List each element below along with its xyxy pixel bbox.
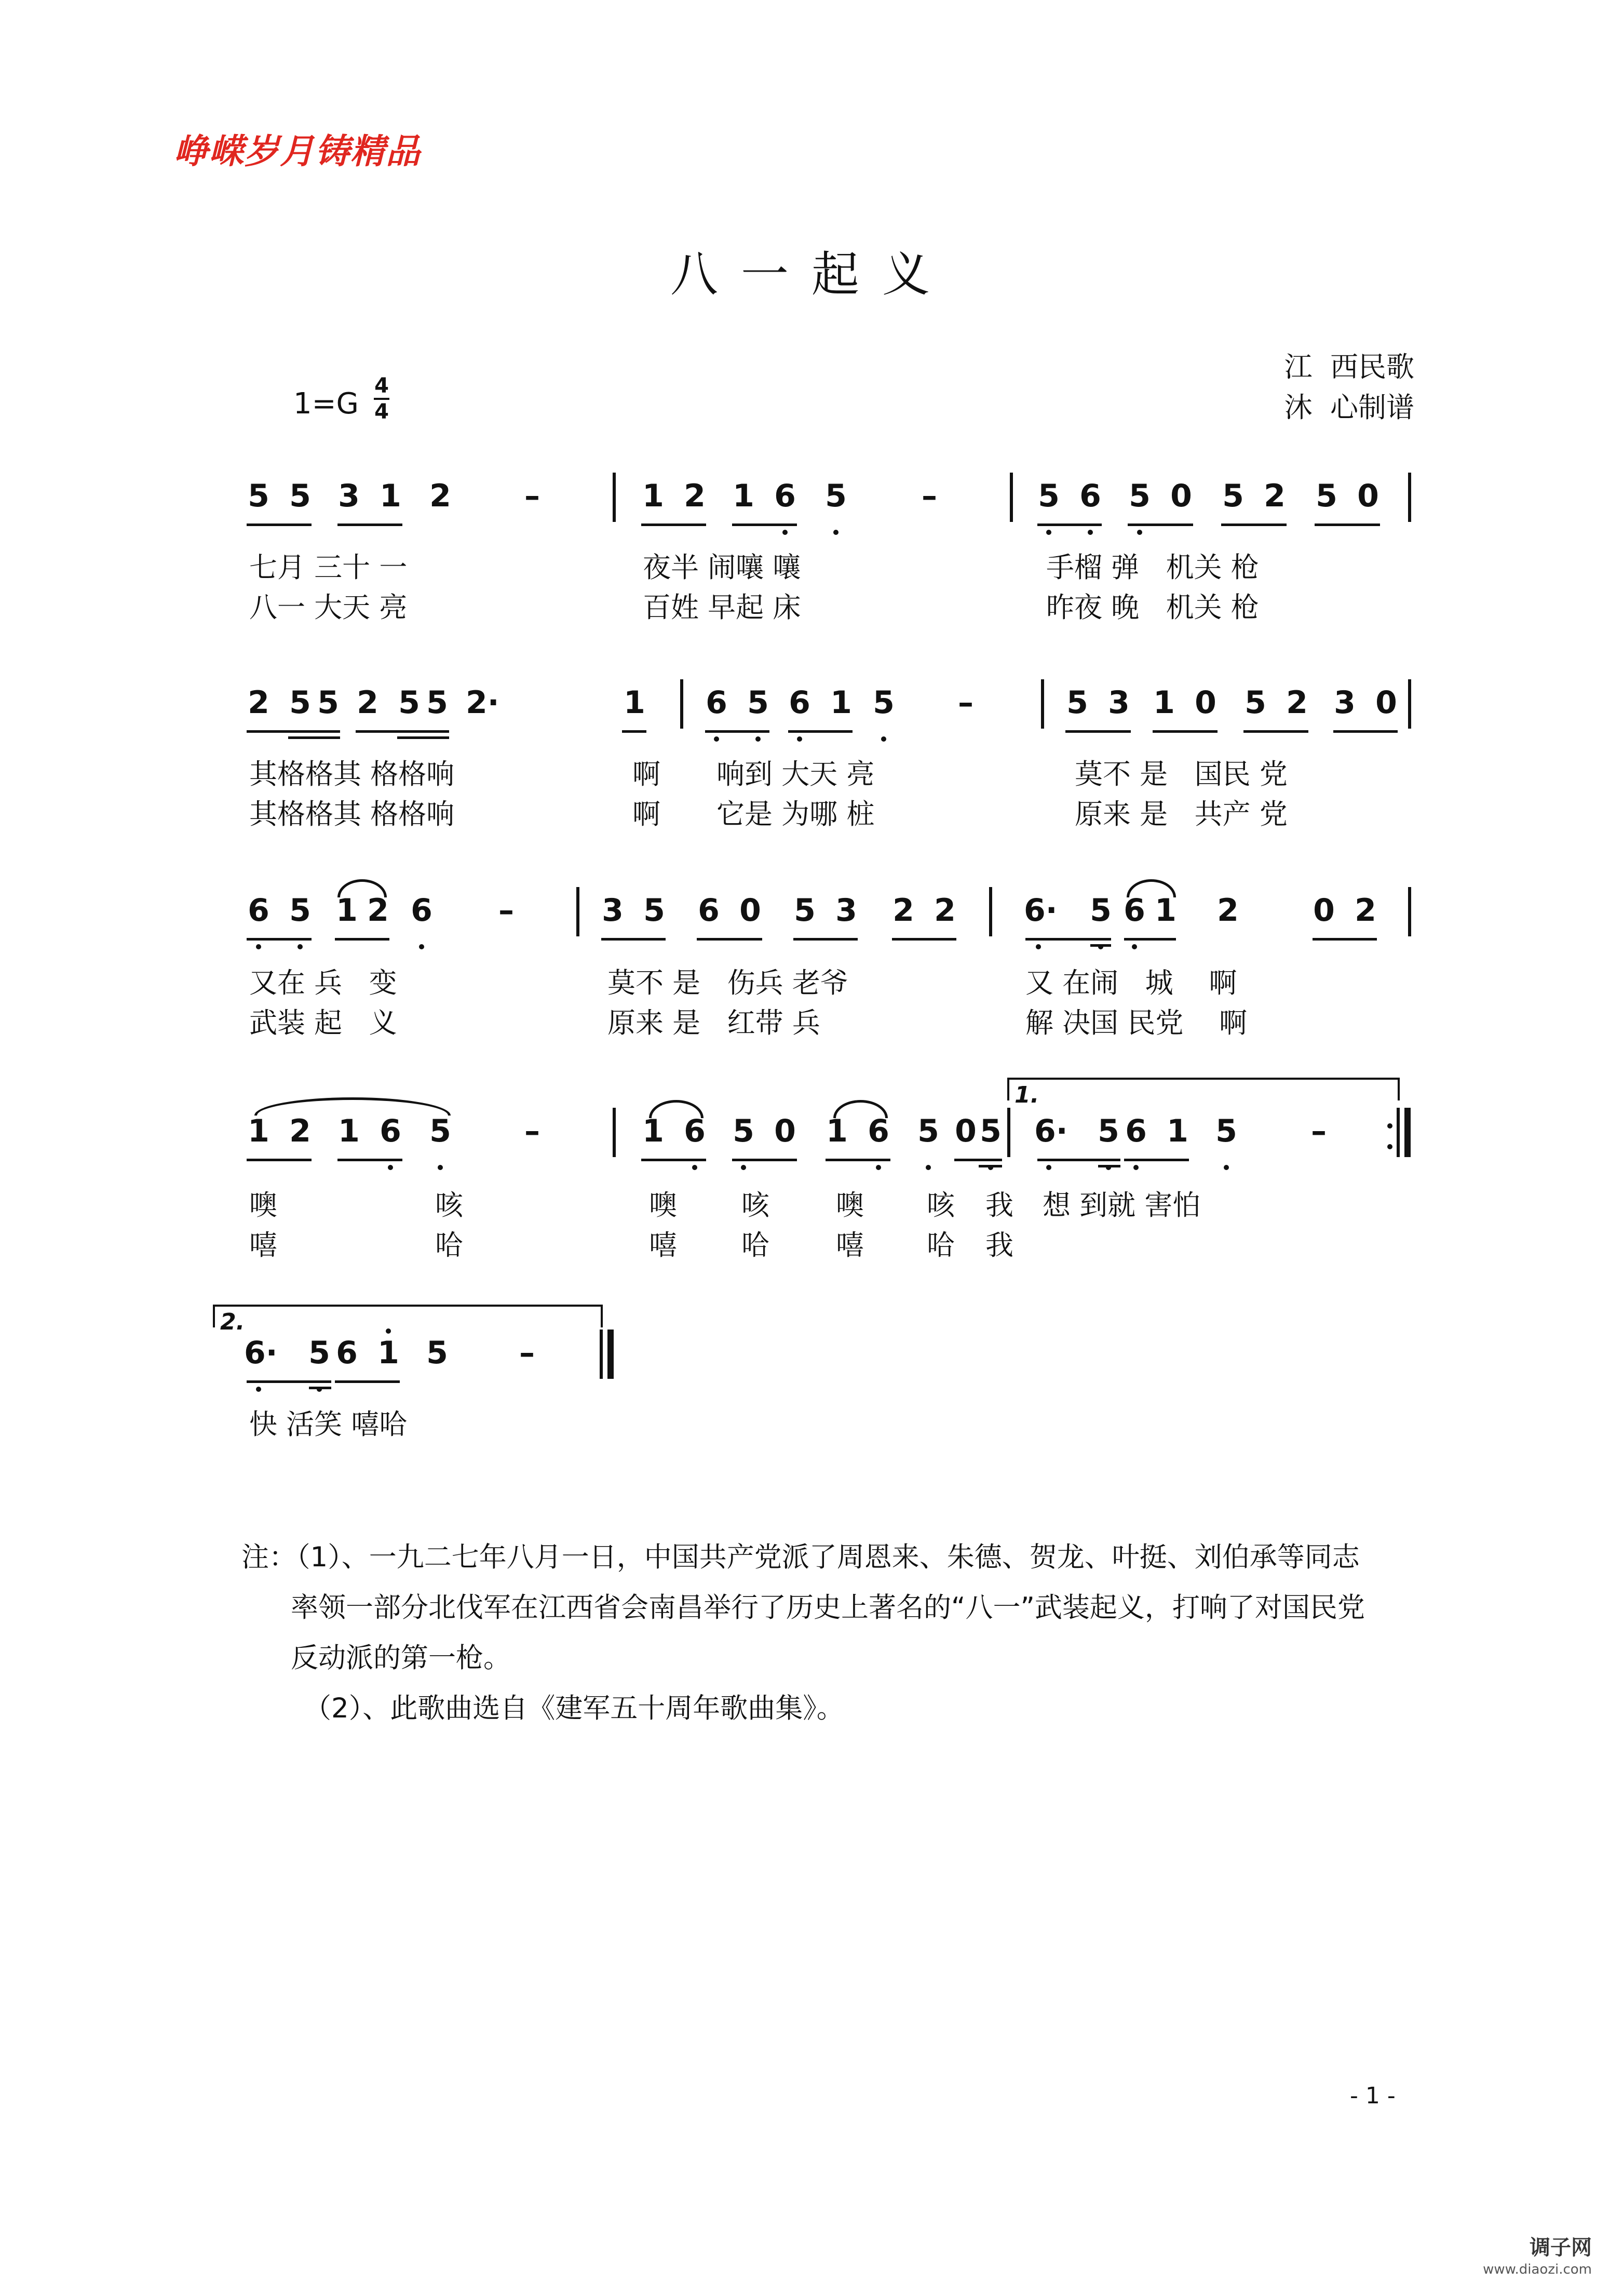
- note: 6: [380, 1113, 401, 1149]
- note: 6: [248, 892, 269, 929]
- note: 5: [426, 684, 448, 721]
- octave-dot: [881, 736, 886, 742]
- bar-line: [600, 1330, 603, 1379]
- note: 5: [1129, 478, 1151, 514]
- note: 1: [642, 1113, 664, 1149]
- note: –: [498, 892, 514, 929]
- note: 1: [377, 1335, 399, 1371]
- note: 3: [1108, 684, 1130, 721]
- underline-beam: [1098, 1165, 1120, 1167]
- note: 0: [1170, 478, 1192, 514]
- octave-dot: [1046, 1165, 1051, 1170]
- underline-beam: [1221, 523, 1287, 526]
- octave-dot: [926, 1165, 931, 1170]
- note: 2: [1264, 478, 1286, 514]
- octave-dot: [1036, 944, 1041, 949]
- note: 5: [248, 478, 269, 514]
- underline-beam: [1025, 938, 1111, 941]
- note: 2: [1286, 684, 1308, 721]
- bar-line: [1010, 473, 1013, 522]
- bar-line: [1408, 679, 1411, 729]
- note: 2·: [466, 684, 499, 721]
- octave-dot: [714, 736, 719, 742]
- note: 0: [1313, 892, 1335, 929]
- slur: [1127, 879, 1176, 897]
- note: 6: [1124, 892, 1145, 929]
- underline-beam: [247, 1380, 331, 1383]
- note: 1: [336, 892, 358, 929]
- bar-line: [680, 679, 683, 729]
- lyric-s2-l2-c: 它是 为哪 桩: [716, 798, 875, 830]
- underline-beam: [337, 523, 402, 526]
- time-top: 4: [374, 374, 389, 398]
- lyric-s4-l1-d: 咳: [741, 1189, 769, 1221]
- brand-logo: [1483, 2237, 1592, 2280]
- underline-beam: [979, 1165, 1002, 1167]
- note: 3: [338, 478, 360, 514]
- underline-beam: [397, 736, 449, 739]
- bar-line: [1408, 473, 1411, 522]
- footnote-1b: 率领一部分北伐军在江西省会南昌举行了历史上著名的“八一”武装起义，打响了对国民党: [291, 1592, 1365, 1623]
- bar-line: [1404, 1108, 1411, 1157]
- underline-beam: [892, 938, 956, 941]
- underline-beam: [1037, 523, 1102, 526]
- underline-beam: [641, 1159, 706, 1161]
- underline-beam: [1124, 938, 1176, 941]
- brand-name: 调子网: [1530, 2236, 1592, 2260]
- lyric-s4-l1-a: 噢: [249, 1189, 277, 1221]
- lyric-s3-l2-b: 原来 是 红带 兵: [607, 1006, 820, 1039]
- underline-beam: [1128, 523, 1193, 526]
- note: 5: [317, 684, 339, 721]
- octave-dot: [782, 530, 788, 535]
- note: 0: [774, 1113, 796, 1149]
- note: 5: [643, 892, 665, 929]
- underline-beam: [1243, 730, 1308, 733]
- lyric-s3-l2-a: 武装 起 义: [249, 1006, 397, 1039]
- underline-beam: [622, 730, 646, 733]
- note: 2: [367, 892, 389, 929]
- note: 5: [308, 1335, 330, 1371]
- underline-beam: [601, 938, 666, 941]
- note: 5: [289, 892, 311, 929]
- underline-beam: [788, 730, 853, 733]
- note: 0: [1195, 684, 1216, 721]
- lyric-s4-l2-c: 嘻: [649, 1229, 677, 1261]
- note: 5: [1215, 1113, 1237, 1149]
- note: 6: [411, 892, 432, 929]
- slur: [254, 1097, 451, 1116]
- slur: [649, 1100, 704, 1118]
- note: 0: [1375, 684, 1397, 721]
- underline-beam: [1124, 1159, 1189, 1161]
- note: –: [519, 1335, 535, 1371]
- volta-2: [213, 1305, 603, 1335]
- note: 6: [336, 1335, 358, 1371]
- lyric-s1-l1-a: 七月 三十 一: [249, 551, 408, 584]
- note: –: [958, 684, 973, 721]
- octave-dot: [876, 1165, 881, 1170]
- note: –: [922, 478, 937, 514]
- time-signature: [374, 374, 389, 424]
- underline-beam: [247, 1159, 312, 1161]
- lyric-s5-l1-a: 快 活笑 嘻哈: [249, 1408, 408, 1441]
- note: 1: [380, 478, 401, 514]
- song-title: 八一起义: [670, 247, 953, 302]
- note: 1: [1155, 892, 1176, 929]
- bar-line: [613, 473, 616, 522]
- footnote-2: （2）、此歌曲选自《建军五十周年歌曲集》。: [304, 1693, 844, 1724]
- note: 1: [624, 684, 645, 721]
- lyric-s2-l2-a: 其格格其 格格响: [249, 798, 455, 830]
- note: 6: [1079, 478, 1101, 514]
- note: 2: [892, 892, 914, 929]
- note: 5: [794, 892, 816, 929]
- underline-beam: [1333, 730, 1398, 733]
- underline-beam: [335, 938, 389, 941]
- octave-dot: [256, 944, 261, 949]
- underline-beam: [335, 1380, 400, 1383]
- note: 6·: [1034, 1113, 1068, 1149]
- note: 5: [429, 1113, 451, 1149]
- lyric-s3-l1-a: 又在 兵 变: [249, 966, 397, 999]
- note: 2: [289, 1113, 311, 1149]
- bar-line: [607, 1330, 614, 1379]
- underline-beam: [732, 1159, 797, 1161]
- note: 5: [289, 684, 311, 721]
- octave-dot: [833, 530, 838, 535]
- note: 0: [955, 1113, 977, 1149]
- note: 5: [825, 478, 847, 514]
- note: 1: [1167, 1113, 1188, 1149]
- origin-credit: 江 西民歌: [1284, 351, 1414, 383]
- lyric-s1-l2-b: 百姓 早起 床: [643, 591, 801, 624]
- note: 0: [739, 892, 761, 929]
- note: 3: [835, 892, 857, 929]
- lyric-s2-l2-d: 原来 是 共产 党: [1075, 798, 1288, 830]
- lyric-s2-l1-a: 其格格其 格格响: [249, 758, 455, 790]
- note: 3: [602, 892, 624, 929]
- octave-dot: [1224, 1165, 1229, 1170]
- bar-line: [576, 887, 579, 936]
- brand-url: www.diaozi.com: [1483, 2262, 1592, 2277]
- underline-beam: [1315, 523, 1380, 526]
- lyric-s1-l2-a: 八一 大天 亮: [249, 591, 408, 624]
- octave-dot: [388, 1165, 393, 1170]
- volta-1-label: 1.: [1015, 1082, 1039, 1108]
- note: 5: [1316, 478, 1337, 514]
- note: 2: [1355, 892, 1376, 929]
- note: 5: [398, 684, 420, 721]
- note: 5: [1090, 892, 1112, 929]
- note: 1: [1153, 684, 1175, 721]
- note: 2: [357, 684, 378, 721]
- note: 1: [830, 684, 852, 721]
- note: 6: [774, 478, 796, 514]
- underline-beam: [247, 938, 312, 941]
- lyric-s4-l1-b: 咳: [435, 1189, 463, 1221]
- note: 5: [980, 1113, 1002, 1149]
- underline-beam: [697, 938, 762, 941]
- underline-beam: [1065, 730, 1131, 733]
- lyric-s2-l2-b: 啊: [632, 798, 660, 830]
- lyric-s4-l2-a: 嘻: [249, 1229, 277, 1261]
- note: 6·: [244, 1335, 278, 1371]
- bar-line: [989, 887, 992, 936]
- underline-beam: [356, 730, 449, 733]
- underline-beam: [732, 523, 797, 526]
- note: 5: [1066, 684, 1088, 721]
- underline-beam: [288, 736, 340, 739]
- note: 6: [1125, 1113, 1147, 1149]
- underline-beam: [1037, 1159, 1120, 1161]
- lyric-s2-l1-c: 响到 大天 亮: [716, 758, 875, 790]
- note: 5: [1222, 478, 1244, 514]
- note: 2: [429, 478, 451, 514]
- note: 5: [289, 478, 311, 514]
- underline-beam: [1090, 944, 1111, 947]
- lyric-s4-l1-f: 咳: [927, 1189, 955, 1221]
- lyric-s4-l1-c: 噢: [649, 1189, 677, 1221]
- octave-dot: [1132, 944, 1137, 949]
- key-signature: 1=G: [293, 387, 359, 421]
- note: 5: [873, 684, 895, 721]
- note: 5: [1098, 1113, 1119, 1149]
- underline-beam: [826, 1159, 890, 1161]
- note: –: [524, 1113, 540, 1149]
- underline-beam: [247, 730, 340, 733]
- footnote-1: 注：（1）、一九二七年八月一日，中国共产党派了周恩来、朱德、贺龙、叶挺、刘伯承等同志: [241, 1541, 1360, 1573]
- note: 5: [747, 684, 769, 721]
- note: 2: [1217, 892, 1239, 929]
- volta-2-label: 2.: [220, 1309, 245, 1335]
- note: 6·: [1024, 892, 1058, 929]
- note: –: [1311, 1113, 1327, 1149]
- note: –: [524, 478, 540, 514]
- octave-dot: [419, 944, 424, 949]
- note: 1: [248, 1113, 269, 1149]
- note: 0: [1357, 478, 1379, 514]
- slur: [833, 1100, 888, 1118]
- underline-beam: [793, 938, 858, 941]
- underline-beam: [337, 1159, 402, 1161]
- lyric-s4-l2-f: 哈: [927, 1229, 955, 1261]
- lyric-s2-l1-d: 莫不 是 国民 党: [1075, 758, 1288, 790]
- octave-dot: [386, 1328, 391, 1334]
- lyric-s4-l1-h: 想 到就 害怕: [1043, 1189, 1201, 1221]
- octave-dot: [438, 1165, 443, 1170]
- octave-dot: [256, 1387, 261, 1392]
- note: 6: [706, 684, 727, 721]
- lyric-s2-l1-b: 啊: [632, 758, 660, 790]
- bar-line: [613, 1108, 616, 1157]
- note: 6: [789, 684, 810, 721]
- watermark: 峥嵘岁月铸精品: [174, 131, 421, 171]
- note: 6: [698, 892, 720, 929]
- octave-dot: [741, 1165, 746, 1170]
- note: 1: [642, 478, 664, 514]
- underline-beam: [1153, 730, 1218, 733]
- note: 1: [826, 1113, 848, 1149]
- lyric-s4-l2-d: 哈: [741, 1229, 769, 1261]
- lyric-s4-l1-g: 我: [985, 1189, 1013, 1221]
- note: 2: [248, 684, 269, 721]
- lyric-s4-l2-g: 我: [985, 1229, 1013, 1261]
- octave-dot: [1046, 530, 1051, 535]
- page-number: - 1 -: [1350, 2083, 1396, 2109]
- octave-dot: [1137, 530, 1142, 535]
- note: 2: [934, 892, 956, 929]
- note: 6: [684, 1113, 706, 1149]
- repeat-dot: [1387, 1123, 1392, 1129]
- time-bottom: 4: [374, 398, 389, 424]
- note: 6: [868, 1113, 889, 1149]
- underline-beam: [1313, 938, 1377, 941]
- footnotes: [241, 1532, 1436, 1734]
- lyric-s3-l1-b: 莫不 是 伤兵 老爷: [607, 966, 848, 999]
- bar-line: [1041, 679, 1044, 729]
- note: 5: [917, 1113, 939, 1149]
- note: 5: [1038, 478, 1060, 514]
- note: 1: [733, 478, 754, 514]
- underline-beam: [954, 1159, 1002, 1161]
- lyric-s1-l1-c: 手榴 弹 机关 枪: [1046, 551, 1259, 584]
- note: 1: [338, 1113, 360, 1149]
- octave-dot: [755, 736, 761, 742]
- lyric-s1-l2-c: 昨夜 晚 机关 枪: [1046, 591, 1259, 624]
- octave-dot: [297, 944, 303, 949]
- arranger-credit: 沐 心制谱: [1284, 391, 1414, 424]
- bar-line: [1397, 1108, 1400, 1157]
- octave-dot: [1133, 1165, 1139, 1170]
- repeat-dot: [1387, 1144, 1392, 1149]
- lyric-s3-l1-c: 又 在闹 城 啊: [1025, 966, 1237, 999]
- lyric-s1-l1-b: 夜半 闹嚷 嚷: [643, 551, 801, 584]
- lyric-s4-l2-e: 嘻: [836, 1229, 864, 1261]
- note: 5: [733, 1113, 754, 1149]
- footnote-1c: 反动派的第一枪。: [291, 1642, 511, 1674]
- volta-1: [1007, 1078, 1400, 1108]
- lyric-s4-l2-b: 哈: [435, 1229, 463, 1261]
- underline-beam: [309, 1387, 331, 1389]
- note: 5: [426, 1335, 448, 1371]
- octave-dot: [692, 1165, 697, 1170]
- underline-beam: [247, 523, 312, 526]
- bar-line: [1408, 887, 1411, 936]
- bar-line: [1007, 1108, 1010, 1157]
- underline-beam: [705, 730, 769, 733]
- lyric-s4-l1-e: 噢: [836, 1189, 864, 1221]
- note: 3: [1334, 684, 1356, 721]
- slur: [337, 879, 387, 897]
- note: 2: [684, 478, 706, 514]
- note: 5: [1245, 684, 1266, 721]
- lyric-s3-l2-c: 解 决国 民党 啊: [1025, 1006, 1247, 1039]
- underline-beam: [641, 523, 706, 526]
- octave-dot: [797, 736, 802, 742]
- credits: [1284, 347, 1414, 428]
- octave-dot: [1088, 530, 1093, 535]
